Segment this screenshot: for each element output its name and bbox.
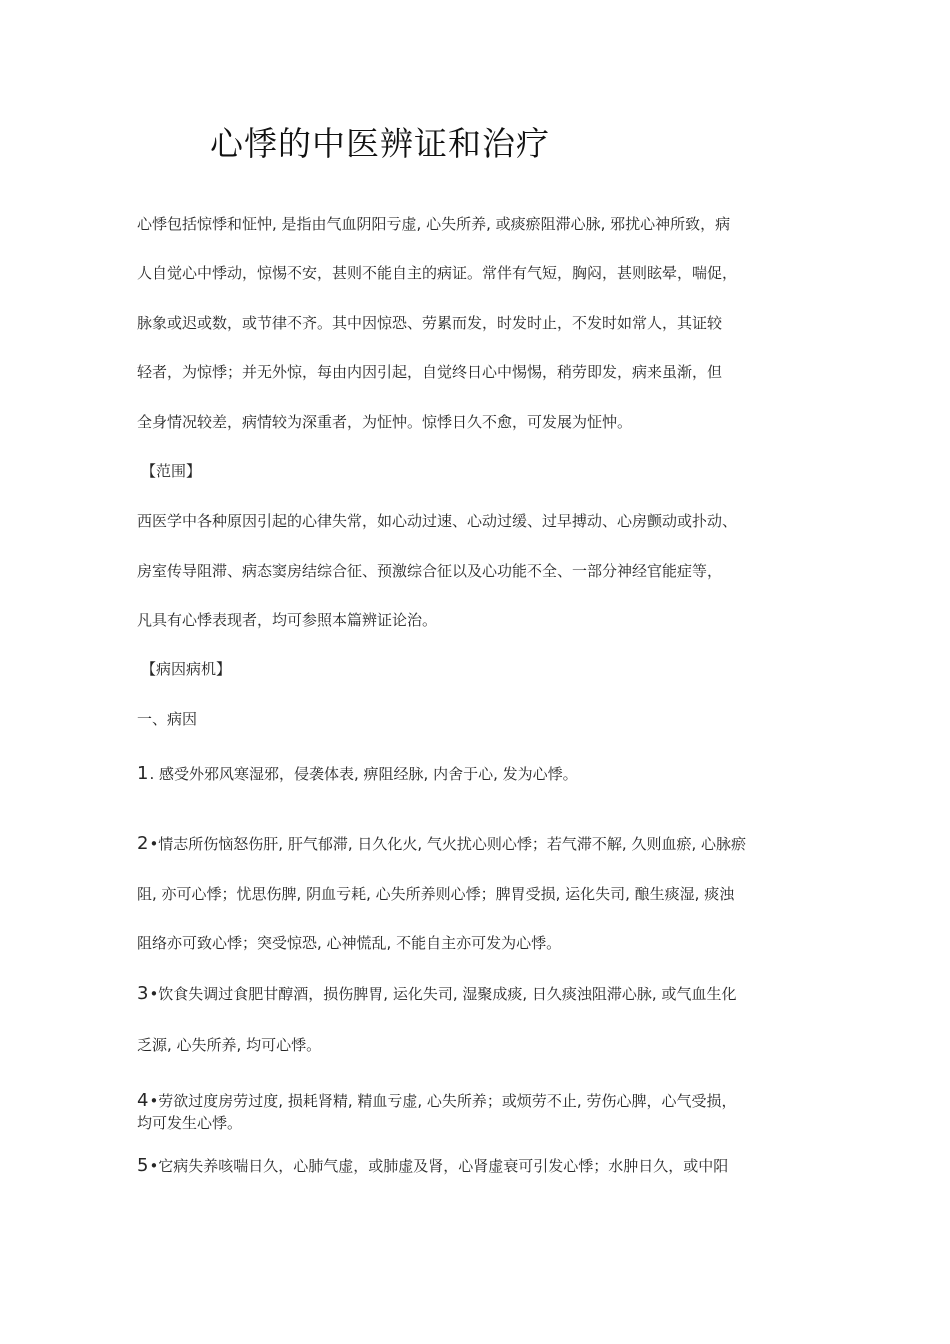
intro-line-2: 人自觉心中悸动，惊惕不安，甚则不能自主的病证。常伴有气短，胸闷，甚则眩晕，喘促， <box>137 264 738 282</box>
scope-line-1: 西医学中各种原因引起的心律失常，如心动过速、心动过缓、过早搏动、心房颤动或扑动、 <box>137 512 738 530</box>
item-text: •饮食失调过食肥甘醇酒，损伤脾胃, 运化失司, 湿聚成痰, 日久痰浊阻滞心脉, 或气血生化 <box>149 985 737 1003</box>
cause-item-2 <box>137 834 746 854</box>
cause-item-5 <box>137 1156 728 1176</box>
section-heading-scope: 【范围】 <box>141 462 202 480</box>
cause-item-4-line-2: 均可发生心悸。 <box>137 1114 243 1132</box>
item-number: 2 <box>137 833 149 854</box>
cause-item-4 <box>137 1091 736 1111</box>
cause-item-3-line-2: 乏源, 心失所养, 均可心悸。 <box>137 1036 322 1054</box>
cause-item-2-line-2: 阻, 亦可心悸；忧思伤脾, 阴血亏耗, 心失所养则心悸；脾胃受损, 运化失司, 酿生痰湿, 痰浊 <box>137 885 735 903</box>
scope-line-3: 凡具有心悸表现者，均可参照本篇辨证论治。 <box>137 611 438 629</box>
intro-line-5: 全身情况较差，病情较为深重者，为怔忡。惊悸日久不愈，可发展为怔忡。 <box>137 413 633 431</box>
subsection-heading-cause: 一、病因 <box>137 710 198 728</box>
item-number: 4 <box>137 1090 149 1111</box>
item-number: 3 <box>137 983 149 1004</box>
scope-line-2: 房室传导阻滞、病态窦房结综合征、预激综合征以及心功能不全、一部分神经官能症等， <box>137 562 723 580</box>
intro-line-1: 心悸包括惊悸和怔忡, 是指由气血阴阳亏虚, 心失所养, 或痰瘀阻滞心脉, 邪扰心神所致，病 <box>137 215 731 233</box>
page-title: 心悸的中医辨证和治疗 <box>210 124 550 163</box>
item-text: . 感受外邪风寒湿邪，侵袭体表, 痹阻经脉, 内舍于心, 发为心悸。 <box>149 765 578 783</box>
item-text: •情志所伤恼怒伤肝, 肝气郁滞, 日久化火, 气火扰心则心悸；若气滞不解, 久则血瘀, 心脉瘀 <box>149 835 746 853</box>
cause-item-3 <box>137 984 736 1004</box>
section-heading-etiology: 【病因病机】 <box>141 660 232 678</box>
intro-line-3: 脉象或迟或数，或节律不齐。其中因惊恐、劳累而发，时发时止，不发时如常人，其证较 <box>137 314 723 332</box>
item-number: 5 <box>137 1155 149 1176</box>
intro-line-4: 轻者，为惊悸；并无外惊，每由内因引起，自觉终日心中惕惕，稍劳即发，病来虽渐，但 <box>137 363 723 381</box>
cause-item-1 <box>137 764 578 784</box>
item-text: •它病失养咳喘日久，心肺气虚，或肺虚及肾，心肾虚衰可引发心悸；水肿日久，或中阳 <box>149 1157 729 1175</box>
item-text: •劳欲过度房劳过度, 损耗肾精, 精血亏虚, 心失所养；或烦劳不止, 劳伤心脾，心气受损， <box>149 1092 737 1110</box>
item-number: 1 <box>137 763 149 784</box>
cause-item-2-line-3: 阻络亦可致心悸；突受惊恐, 心神慌乱, 不能自主亦可发为心悸。 <box>137 934 562 952</box>
